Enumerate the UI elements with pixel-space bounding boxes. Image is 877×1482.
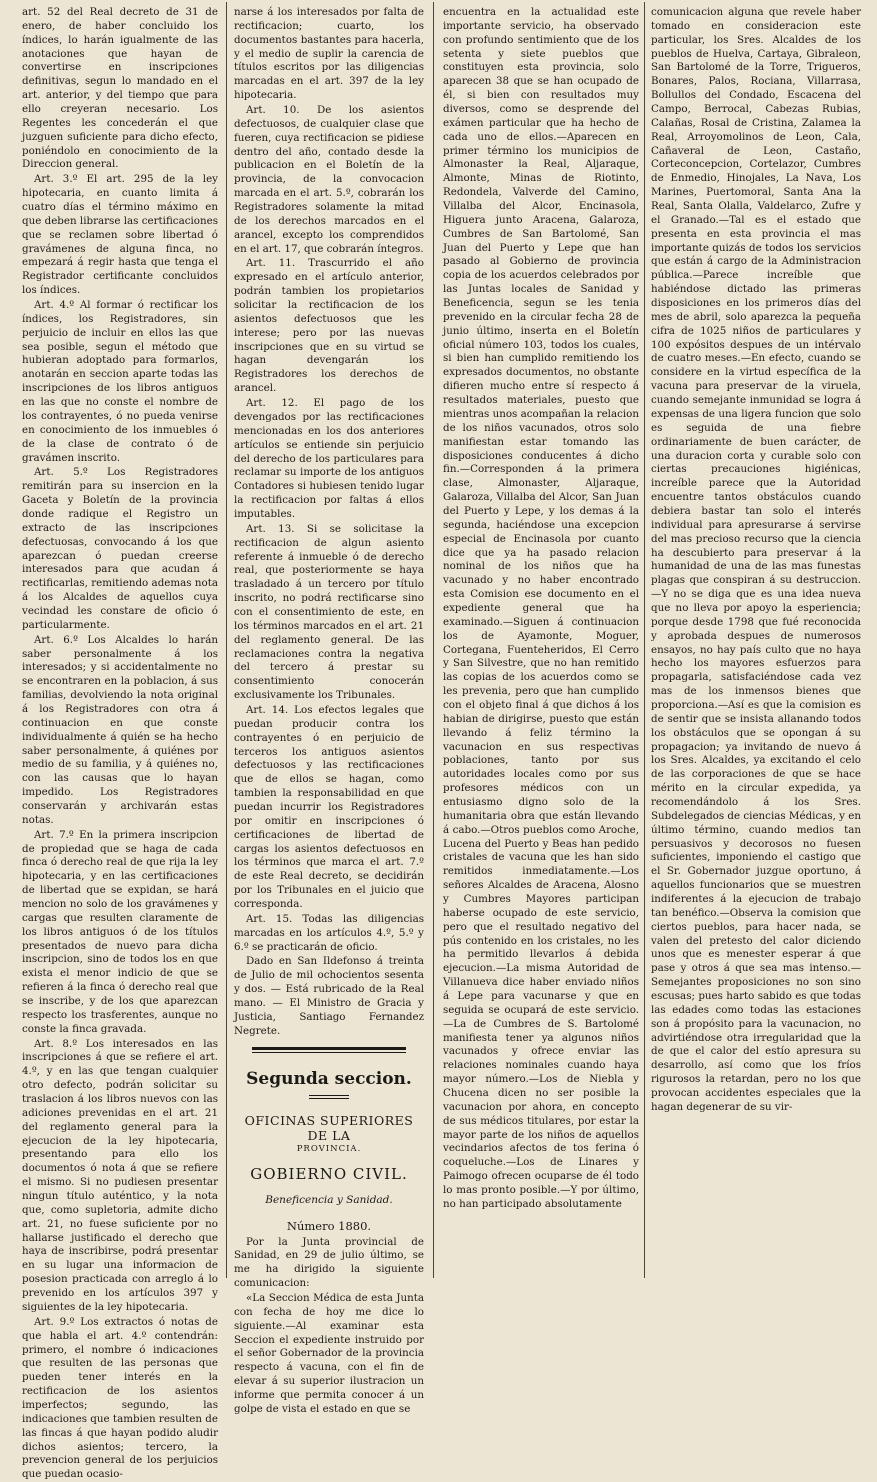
article-9: Art. 9.º Los extractos ó notas de que habla el art. 4.º contendrán: primero, el nombre ó indicaciones que resulten de las personas que pueden tener interés en la rectificacion de los asientos imperfectos; segundo, las indicaciones que tambien resulten de las fincas á que hayan podido aludir dichos asientos; tercero, la prevencion general de los perjuicios que puedan ocasio- [22, 1315, 218, 1481]
article-4: Art. 4.º Al formar ó rectificar los índices, los Registradores, sin perjuicio de incluir en ellos las que sea posible, segun el método que hubieran adoptado para formarlos, anotarán en seccion aparte todas las inscripciones de los libros antiguos en las que no conste el nombre de los contrayentes, ó no pueda venirse en conocimiento de los inmuebles ó de la clase de contrato ó de gravámen inscrito. [22, 299, 218, 464]
article-12: Art. 12. El pago de los devengados por las rectificaciones mencionadas en los dos anteriores artículos se entiende sin perjuicio del derecho de los particulares para reclamar su importe de los antiguos Contadores si hubiesen tenido lugar la rectificacion por faltas á ellos imputables. [234, 397, 424, 520]
column-3 [443, 6, 639, 1276]
paragraph: Por la Junta provincial de Sanidad, en 29 de julio último, se me ha dirigido la siguiente comunicacion: [234, 1235, 424, 1290]
article-6: Art. 6.º Los Alcaldes lo harán saber personalmente á los interesados; y si accidentalmente no se encontraren en la poblacion, á sus familias, devolviendo la nota original á los Registradores con otra á continuacion en que conste individualmente á quién se ha hecho saber personalmente, á quiénes por medio de su familia, y á quiénes no, con las causas que lo hayan impedido. Los Registradores conservarán y archivarán estas notas. [22, 633, 218, 826]
article-3: Art. 3.º El art. 295 de la ley hipotecaria, en cuanto limita á cuatro días el término máximo en que deben librarse las certificaciones que se reclamen sobre libertad ó gravámenes de alguna finca, no empezará á regir hasta que tenga el Registrador certificante concluidos los índices. [22, 173, 218, 297]
article-5: Art. 5.º Los Registradores remitirán para su insercion en la Gaceta y Boletín de la provincia donde radique el Registro un extracto de las inscripciones defectuosas, convocando á los que aparezcan ó puedan creerse interesados para que acudan á rectificarlas, remitiendo ademas nota á los Alcaldes de aquellos cuya vecindad les constare de oficio ó particularmente. [22, 466, 218, 631]
paragraph: encuentra en la actualidad este importante servicio, ha observado con profundo sentimiento que de los setenta y siete pueblos que constituyen esta provincia, solo aparecen 38 que se han ocupado de él, si bien con resultados muy diversos, como se desprende del exámen particular que ha hecho de cada uno de ellos.—Aparecen en primer término los municipios de Almonaster la Real, Aljaraque, Almonte, Minas de Riotinto, Redondela, Valverde del Camino, Villalba del Alcor, Encinasola, Higuera junto Aracena, Galaroza, Cumbres de San Bartolomé, San Juan del Puerto y Lepe que han pasado al Gobierno de provincia copia de los acuerdos celebrados por las Juntas locales de Sanidad y Beneficencia, segun se les tenia prevenido en la circular fecha 28 de junio último, inserta en el Boletín oficial número 103, todos los cuales, si bien han cumplido remitiendo los expresados documentos, no obstante difieren mucho entre sí respecto á resultados materiales, puesto que mientras unos acompañan la relacion de los niños vacunados, otros solo manifiestan estar tomando las disposiciones conducentes á dicho fin.—Corresponden á la primera clase, Almonaster, Aljaraque, Galaroza, Villalba del Alcor, San Juan del Puerto y Lepe, y los demas á la segunda, haciéndose una excepcion especial de Encinasola por cuanto dice que ya ha pasado relacion nominal de los niños que ha vacunado y no haber encontrado esta Comision ese documento en el expediente general que ha examinado.—Siguen á continuacion los de Ayamonte, Moguer, Cortegana, Fuenteheridos, El Cerro y San Silvestre, que no han remitido las copias de los acuerdos como se les prevenia, pero que han cumplido con el objeto final á que dichos á los habian de dirigirse, puesto que están llevando á feliz término la vacunacion en sus respectivas poblaciones, tanto por sus autoridades locales como por sus profesores médicos con un entusiasmo digno solo de la humanitaria obra que están llevando á cabo.—Otros pueblos como Aroche, Lucena del Puerto y Beas han pedido cristales de vacuna que les han sido remitidos inmediatamente.—Los señores Alcaldes de Aracena, Alosno y Cumbres Mayores participan haberse ocupado de este servicio, pero que el resultado negativo del pús contenido en los cristales, no les ha permitido llevarlos á debida ejecucion.—La misma Autoridad de Villanueva dice haber enviado niños á Lepe para vacunarse y que en seguida se ocupará de este servicio.—La de Cumbres de S. Bartolomé manifiesta tener ya algunos niños vacunados y ofrece enviar las relaciones nominales cuando haya mayor número.—Los de Niebla y Chucena dicen no ser posible la vacunacion por ahora, en concepto de sus médicos titulares, por estar la mayor parte de los niños de aquellos vecindarios afectos de tos ferina ó coqueluche.—Los de Linares y Paimogo ofrecen ocuparse de él todo lo mas pronto posible.—Y por último, no han participado absolutamente [443, 6, 639, 1210]
column-1 [22, 6, 218, 1481]
province-heading: PROVINCIA. [296, 1143, 362, 1154]
paragraph: narse á los interesados por falta de rectificacion; cuarto, los documentos bastantes para hacerla, y el medio de suplir la carencia de títulos escritos por las diligencias marcadas en el art. 397 de la ley hipotecaria. [234, 6, 424, 102]
article-7: Art. 7.º En la primera inscripcion de propiedad que se haga de cada finca ó derecho real de que rija la ley hipotecaria, y en las certificaciones de libertad que se expidan, se hará mencion no solo de los gravámenes y cargas que resulten claramente de los libros antiguos ó de los títulos presentados de nuevo para dicha inscripcion, sino de todos los en que exista el menor indicio de que se refieren á la finca ó derecho real que se inscribe, y de los que aparezcan respecto los trasferentes, aunque no conste la finca gravada. [22, 828, 218, 1035]
section-title: Segunda seccion. [246, 1068, 412, 1089]
column-rule [226, 2, 227, 1278]
government-heading: GOBIERNO CIVIL. [250, 1164, 408, 1183]
signature-block: Dado en San Ildefonso á treinta de Julio de mil ochocientos sesenta y dos. — Está rubricado de la Real mano. — El Ministro de Gracia y Justicia, Santiago Fernandez Negrete. [234, 955, 424, 1037]
article-10: Art. 10. De los asientos defectuosos, de cualquier clase que fueren, cuya rectificacion se pidiese dentro del año, contado desde la publicacion en el Boletín de la provincia, de la convocacion marcada en el art. 5.º, cobrarán los Registradores solamente la mitad de los derechos marcados en el arancel, excepto los comprendidos en el art. 17, que cobrarán íntegros. [234, 104, 424, 255]
paragraph: comunicacion alguna que revele haber tomado en consideracion este particular, los Sres. Alcaldes de los pueblos de Huelva, Cartaya, Gibraleon, San Bartolomé de la Torre, Trigueros, Bonares, Palos, Rociana, Villarrasa, Bollullos del Condado, Escacena del Campo, Berrocal, Cabezas Rubias, Calañas, Rosal de Cristina, Zalamea la Real, Arroyomolinos de Leon, Cala, Cañaveral de Leon, Castaño, Corteconcepcion, Cortelazor, Cumbres de Enmedio, Hinojales, La Nava, Los Marines, Puertomoral, Santa Ana la Real, Santa Olalla, Valdelarco, Zufre y el Granado.—Tal es el estado que presenta en esta provincia el mas importante quizás de todos los servicios que están á cargo de la Administracion pública.—Parece increíble que habiéndose dictado las primeras disposiciones en los primeros días del mes de abril, solo aparezca la pequeña cifra de 1025 niños de particulares y 100 expósitos despues de un intérvalo de cuatro meses.—En efecto, cuando se considere en la virtud específica de la vacuna para preservar de la viruela, cuando semejante inmunidad se logra á expensas de una ligera funcion que solo es seguida de una fiebre ordinariamente de buen carácter, de una duracion corta y curable solo con ciertas precauciones higiénicas, increíble parece que la Autoridad encuentre tantos obstáculos cuando debiera bastar tan solo el interés individual para apresurarse á servirse del mas precioso recurso que la ciencia ha descubierto para preservar á la humanidad de una de las mas funestas plagas que conspiran á su destruccion.—Y no se diga que es una idea nueva que no lleva por apoyo la esperiencia; porque desde 1798 que fué reconocida y aprobada despues de numerosos ensayos, no hay país culto que no haya hecho los mayores esfuerzos para propagarla, satisfaciéndose cada vez mas de los inmensos bienes que proporciona.—Así es que la comision es de sentir que se insista allanando todos los obstáculos que se opongan á su propagacion; ya invitando de nuevo á los Sres. Alcaldes, ya excitando el celo de las corporaciones de que se hace mérito en la circular expedida, ya recomendándolo á los Sres. Subdelegados de ciencias Médicas, y en último término, cuando medios tan persuasivos y decorosos no fuesen suficientes, imponiendo el castigo que el Sr. Gobernador juzgue oportuno, á aquellos funcionarios que se muestren indiferentes á la ejecucion de trabajo tan benéfico.—Observa la comision que ciertos pueblos, para hacer nada, se valen del pretesto del calor diciendo unos que es menester esperar á que pase y otros á que sea mas intenso.—Semejantes proposiciones no son sino escusas; pues harto sabido es que todas las edades como todas las estaciones son á propósito para la vacunacion, no advirtiéndose otra irregularidad que la de que el calor del estío apresura su desarrollo, así como que los fríos rigurosos la retardan, pero no los que provocan accidentes especiales que la hagan degenerar de su vir- [651, 6, 862, 1113]
column-rule [433, 2, 434, 1278]
section-divider [252, 1052, 406, 1053]
article-8: Art. 8.º Los interesados en las inscripciones á que se refiere el art. 4.º, y en las que tengan cualquier otro defecto, podrán solicitar su traslacion á los libros nuevos con las adiciones prevenidas en el art. 21 del reglamento general para la ejecucion de la ley hipotecaria, presentando para ello los documentos ó nota á que se refiere el mismo. Si no pudiesen presentar ningun título auténtico, y la nota que, como supletoria, admite dicho art. 21, no fuese suficiente por no hallarse justificado el derecho que haya de inscribirse, podrá presentar en su lugar una informacion de posesion practicada con arreglo á lo prevenido en los artículos 397 y siguientes de la ley hipotecaria. [22, 1037, 218, 1313]
article-15: Art. 15. Todas las diligencias marcadas en los artículos 4.º, 5.º y 6.º se practicarán de oficio. [234, 912, 424, 953]
section-divider [252, 1047, 406, 1050]
document-number: Número 1880. [286, 1218, 372, 1233]
paragraph: «La Seccion Médica de esta Junta con fecha de hoy me dice lo siguiente.—Al examinar esta Seccion el expediente instruido por el señor Gobernador de la provincia respecto á vacuna, con el fin de elevar á su superior ilustracion un informe que permita conocer á un golpe de vista el estado en que se [234, 1292, 424, 1415]
subject-heading: Beneficencia y Sanidad. [265, 1193, 393, 1206]
article-11: Art. 11. Trascurrido el año expresado en el artículo anterior, podrán tambien los propietarios solicitar la rectificacion de los asientos defectuosos que les interese; pero por las nuevas inscripciones que en su virtud se hagan devengarán los Registradores los derechos de arancel. [234, 257, 424, 395]
article-14: Art. 14. Los efectos legales que puedan producir contra los contrayentes ó en perjuicio de terceros los antiguos asientos defectuosos y las rectificaciones que de ellos se hagan, como tambien la responsabilidad en que puedan incurrir los Registradores por omitir en inscripciones ó certificaciones de libertad de cargas los asientos defectuosos en los términos que marca el art. 7.º de este Real decreto, se decidirán por los Tribunales en el juicio que corresponda. [234, 703, 424, 910]
column-rule [644, 2, 645, 1278]
offices-heading: OFICINAS SUPERIORES DE LA [244, 1112, 414, 1143]
paragraph: art. 52 del Real decreto de 31 de enero, de haber concluido los índices, lo harán igualmente de las anotaciones que hayan de convertirse en inscripciones definitivas, segun lo mandado en el art. anterior, y del tiempo que para ello creyeran necesario. Los Regentes les concederán el que juzguen suficiente para dicho efecto, poniéndolo en conocimiento de la Direccion general. [22, 6, 218, 171]
column-2 [234, 6, 424, 1415]
article-13: Art. 13. Si se solicitase la rectificacion de algun asiento referente á inmueble ó de derecho real, que posteriormente se haya trasladado á un tercero por título inscrito, no podrá rectificarse sino con el consentimiento de este, en los términos marcados en el art. 21 del reglamento general. De las reclamaciones contra la negativa del tercero á prestar su consentimiento conocerán exclusivamente los Tribunales. [234, 522, 424, 702]
column-4 [651, 6, 861, 1276]
ornament-rule [309, 1095, 349, 1099]
